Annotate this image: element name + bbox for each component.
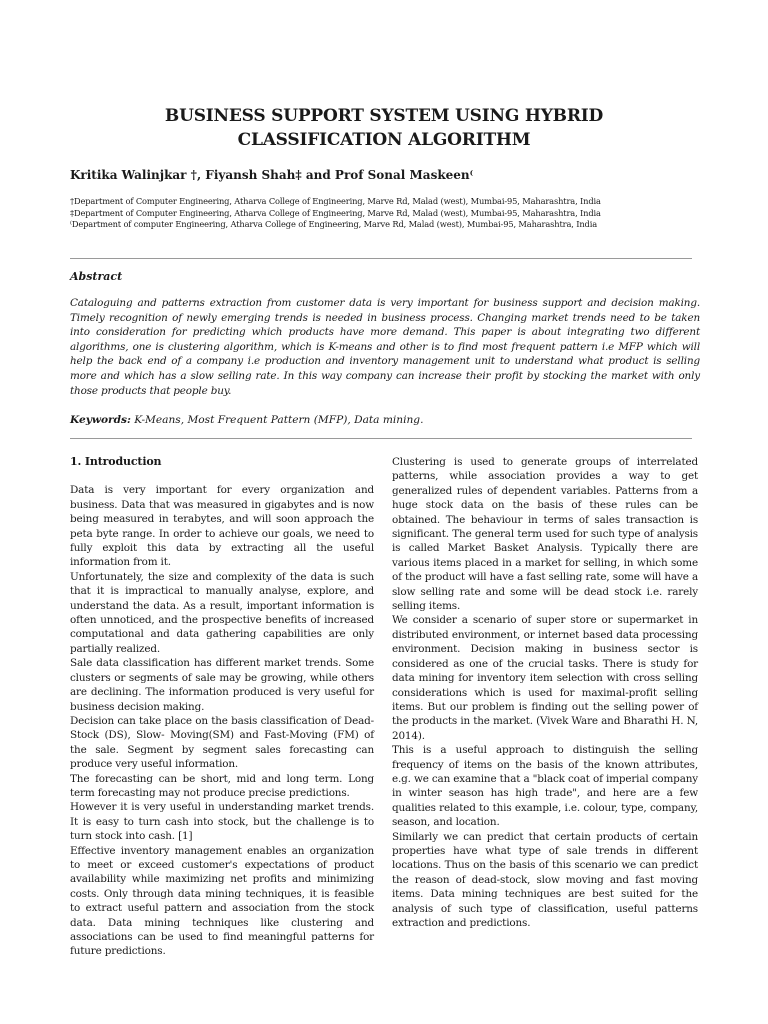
body-paragraph: This is a useful approach to distinguish the selling frequency of items on the basis of the known attributes, e.g. we can examine that a "black coat of imperial company in winter season has high trade", and here are a few qualities related to this example, i.e. colour, type, company, season, and location.	[392, 744, 698, 829]
body-paragraph: Clustering is used to generate groups of interrelated patterns, while association provides a way to get generalized rules of dependent variables. Patterns from a huge stock data on the basis of these rules can be obtained. The behaviour in terms of sales transaction is significant. The general term used for such type of analysis is called Market Basket Analysis. Typically there are various items placed in a market for selling, in which some of the product will have a fast selling rate, some will have a slow selling rate and some will be dead stock i.e. rarely selling items.	[392, 456, 698, 613]
body-paragraph: The forecasting can be short, mid and long term. Long term forecasting may not produce precise predictions.	[70, 772, 374, 799]
affiliation-2: ‡Department of Computer Engineering, Atharva College of Engineering, Marve Rd, Malad (west), Mumbai-95, Maharashtra, India	[70, 207, 601, 218]
right-column	[392, 455, 698, 930]
body-paragraph: Sale data classification has different market trends. Some clusters or segments of sale may be growing, while others are declining. The information produced is very useful for business decision making.	[70, 657, 374, 713]
abstract-body: Cataloguing and patterns extraction from customer data is very important for business support and decision making. Timely recognition of newly emerging trends is needed in business process. Changing market trends need to be taken into consideration for predicting which products have more demand. This paper is about integrating two different algorithms, one is clustering algorithm, which is K-means and other is to find most frequent pattern i.e MFP which will help the back end of a company i.e production and inventory management unit to understand what product is selling more and which has a slow selling rate. In this way company can increase their profit by stocking the market with only those products that people buy.	[70, 297, 700, 397]
body-paragraph: Decision can take place on the basis classification of Dead-Stock (DS), Slow- Moving(SM) and Fast-Moving (FM) of the sale. Segment by segment sales forecasting can produce very useful information.	[70, 714, 374, 771]
body-paragraph: Data is very important for every organization and business. Data that was measured in gigabytes and is now being measured in terabytes, and will soon approach the peta byte range. In order to achieve our goals, we need to fully exploit this data by extracting all the useful information from it.	[70, 484, 374, 569]
body-paragraph: However it is very useful in understanding market trends. It is easy to turn cash into stock, but the challenge is to turn stock into cash. [1]	[70, 801, 374, 843]
body-paragraph: Similarly we can predict that certain products of certain properties have what type of sale trends in different locations. Thus on the basis of this scenario we can predict the reason of dead-stock, slow moving and fast moving items. Data mining techniques are best suited for the analysis of such type of classification, useful patterns extraction and predictions.	[392, 830, 698, 929]
keywords-text: K-Means, Most Frequent Pattern (MFP), Data mining.	[134, 414, 424, 426]
body-paragraph: We consider a scenario of super store or supermarket in distributed environment, or internet based data processing environment. Decision making in business sector is considered as one of the crucial tasks. There is study for data mining for inventory item selection with cross selling considerations which is used for maximal-profit selling items. But our problem is finding out the selling power of the products in the market. (Vivek Ware and Bharathi H. N, 2014).	[392, 614, 698, 742]
affiliation-list	[70, 196, 700, 231]
paper-title: BUSINESS SUPPORT SYSTEM USING HYBRID CLASSIFICATION ALGORITHM	[164, 106, 604, 150]
left-column	[70, 455, 374, 959]
body-paragraph: Unfortunately, the size and complexity of the data is such that it is impractical to manually analyse, explore, and understand the data. As a result, important information is often unnoticed, and the prospective benefits of increased computational and data gathering capabilities are only partially realized.	[70, 570, 374, 655]
divider-top	[70, 258, 692, 259]
keywords-label: Keywords:	[70, 414, 131, 426]
affiliation-1: †Department of Computer Engineering, Atharva College of Engineering, Marve Rd, Malad (west), Mumbai-95, Maharashtra, India	[70, 196, 601, 206]
body-paragraph: Effective inventory management enables an organization to meet or exceed customer's expectations of product availability while maximizing net profits and minimizing costs. Only through data mining techniques, it is feasible to extract useful pattern and association from the stock data. Data mining techniques like clustering and associations can be used to find meaningful patterns for future predictions.	[70, 844, 374, 958]
divider-bottom	[70, 438, 692, 439]
abstract-heading: Abstract	[70, 270, 123, 283]
affiliation-3: ⁽Department of computer Engineering, Atharva College of Engineering, Marve Rd, Malad (west), Mumbai-95, Maharashtra, India	[70, 219, 598, 229]
keywords-line	[70, 414, 700, 426]
section-heading-introduction: 1. Introduction	[70, 455, 162, 468]
author-list: Kritika Walinjkar †, Fiyansh Shah‡ and Prof Sonal Maskeen⁽	[70, 168, 474, 182]
